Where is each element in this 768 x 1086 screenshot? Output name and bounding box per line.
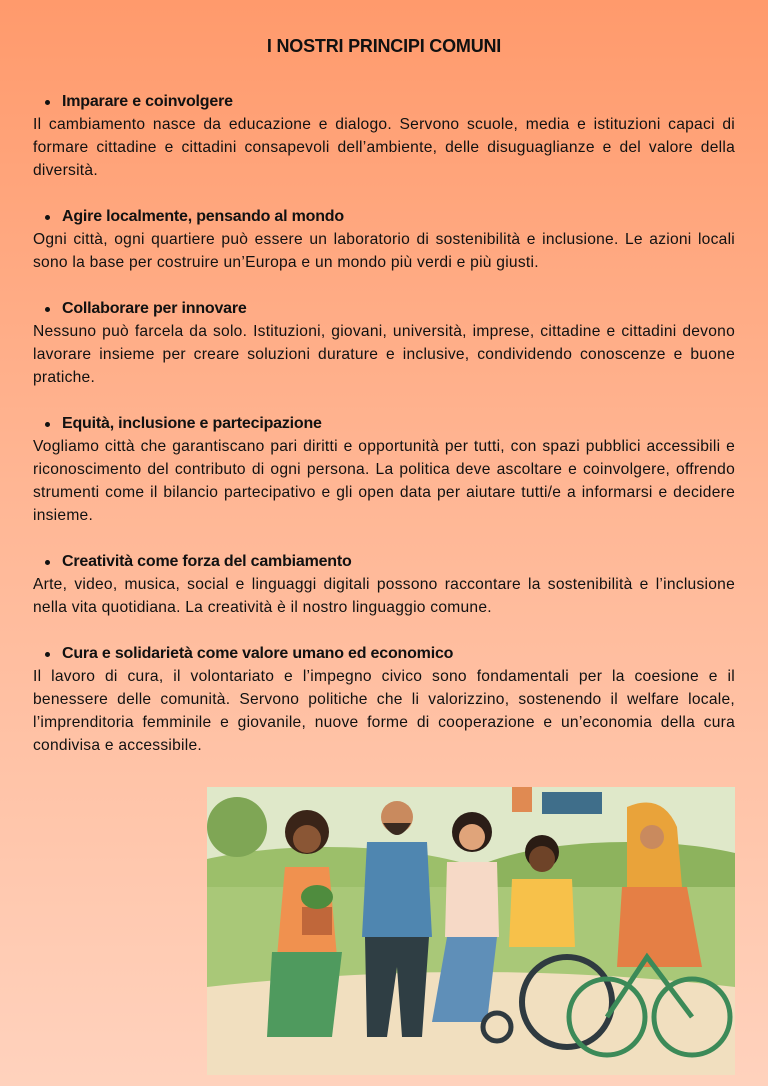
principle-item [33,90,735,182]
principle-text: Arte, video, musica, social e linguaggi digitali possono raccontare la sostenibilità e l’inclusione nella vita quotidiana. La creatività è il nostro linguaggio comune. [33,576,735,616]
principle-heading: Cura e solidarietà come valore umano ed economico [33,642,735,665]
principle-item [33,297,735,389]
principle-heading: Creatività come forza del cambiamento [33,550,735,573]
principle-item [33,205,735,274]
principle-text: Vogliamo città che garantiscano pari diritti e opportunità per tutti, con spazi pubblici accessibili e riconoscimento del contributo di ogni persona. La politica deve ascoltare e coinvolgere, offrendo strumenti come il bilancio partecipativo e gli open data per aiutare tutti/e a informarsi e decidere insieme. [33,438,735,524]
page-title: I NOSTRI PRINCIPI COMUNI [266,36,502,56]
principle-text: Nessuno può farcela da solo. Istituzioni, giovani, università, imprese, cittadine e cittadini devono lavorare insieme per creare soluzioni durature e inclusive, condividendo conoscenze e buone pratiche. [33,323,735,386]
principle-heading: Agire localmente, pensando al mondo [33,205,735,228]
principle-text: Il cambiamento nasce da educazione e dialogo. Servono scuole, media e istituzioni capaci di formare cittadine e cittadini consapevoli dell’ambiente, delle disuguaglianze e del valore della diversità. [33,116,735,179]
principle-text: Il lavoro di cura, il volontariato e l’impegno civico sono fondamentali per la coesione e il benessere delle comunità. Servono politiche che li valorizzino, sostenendo il welfare locale, l’imprenditoria femminile e giovanile, nuove forme di cooperazione e un’economia della cura condivisa e accessibile. [33,668,735,754]
principle-item [33,412,735,527]
principle-heading: Imparare e coinvolgere [33,90,735,113]
principle-heading: Equità, inclusione e partecipazione [33,412,735,435]
principle-item [33,550,735,619]
principle-text: Ogni città, ogni quartiere può essere un laboratorio di sostenibilità e inclusione. Le azioni locali sono la base per costruire un’Europa e un mondo più verdi e più giusti. [33,231,735,271]
principle-heading: Collaborare per innovare [33,297,735,320]
community-illustration [207,787,735,1075]
principles-list [33,90,735,780]
principle-item [33,642,735,757]
